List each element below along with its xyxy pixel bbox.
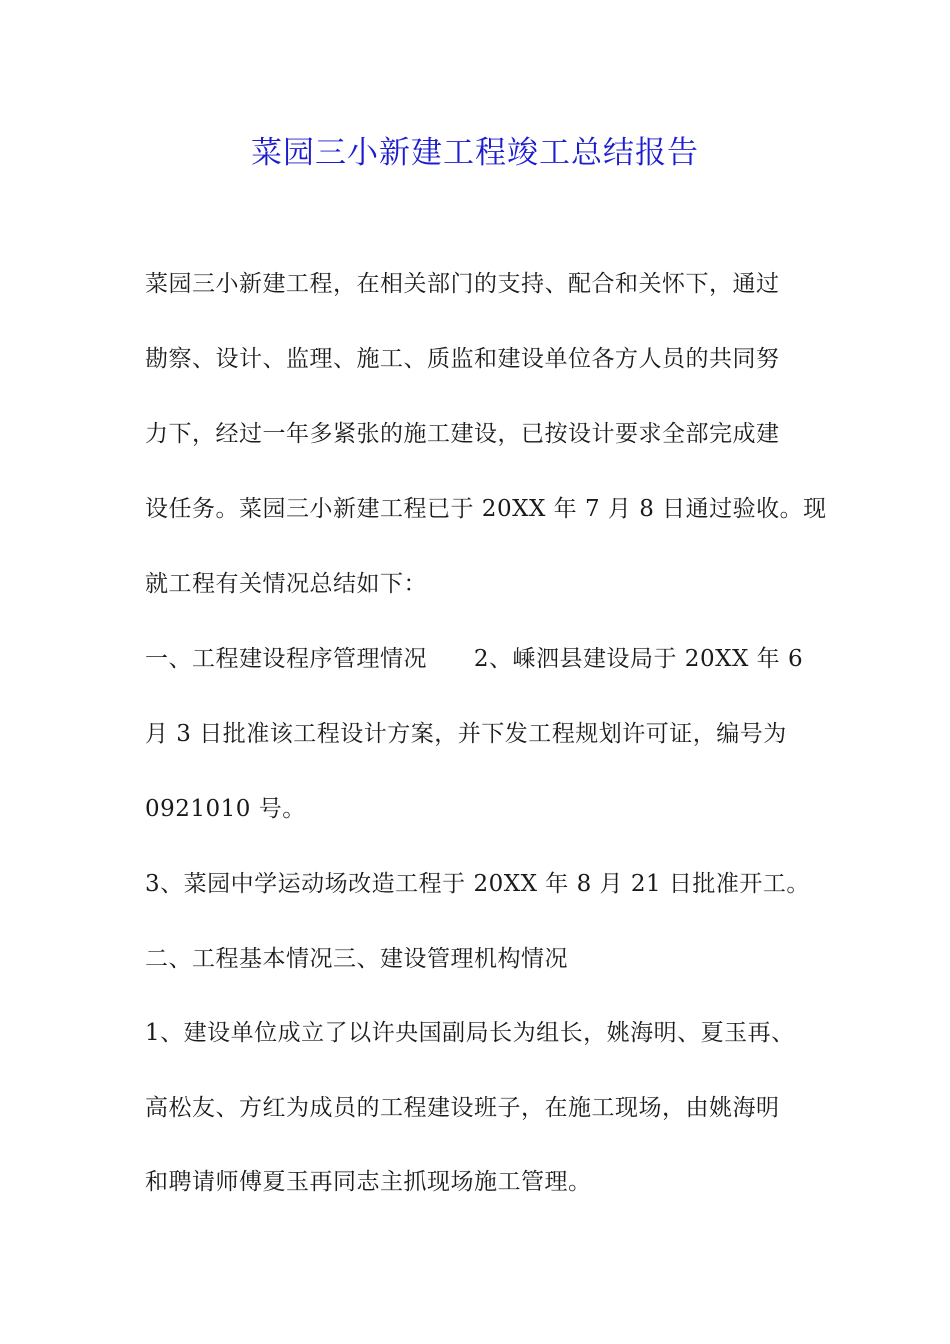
body-line: 二、工程基本情况三、建设管理机构情况 (145, 946, 568, 972)
body-line: 一、工程建设程序管理情况 2、嵊泗县建设局于 20XX 年 6 (145, 646, 804, 672)
body-line: 勘察、设计、监理、施工、质监和建设单位各方人员的共同努 (145, 346, 780, 372)
body-line: 3、菜园中学运动场改造工程于 20XX 年 8 月 21 日批准开工。 (145, 871, 810, 897)
body-line: 菜园三小新建工程，在相关部门的支持、配合和关怀下，通过 (145, 271, 780, 297)
body-line: 力下，经过一年多紧张的施工建设，已按设计要求全部完成建 (145, 421, 780, 447)
document-title: 菜园三小新建工程竣工总结报告 (251, 135, 699, 171)
body-line: 和聘请师傅夏玉再同志主抓现场施工管理。 (145, 1169, 592, 1195)
body-line: 1、建设单位成立了以许央国副局长为组长，姚海明、夏玉再、 (145, 1020, 795, 1046)
body-line: 月 3 日批准该工程设计方案，并下发工程规划许可证，编号为 (145, 721, 787, 747)
body-line: 就工程有关情况总结如下： (145, 571, 427, 597)
body-line: 设任务。菜园三小新建工程已于 20XX 年 7 月 8 日通过验收。现 (145, 496, 827, 522)
body-line: 高松友、方红为成员的工程建设班子，在施工现场，由姚海明 (145, 1095, 780, 1121)
body-line: 0921010 号。 (145, 796, 306, 822)
